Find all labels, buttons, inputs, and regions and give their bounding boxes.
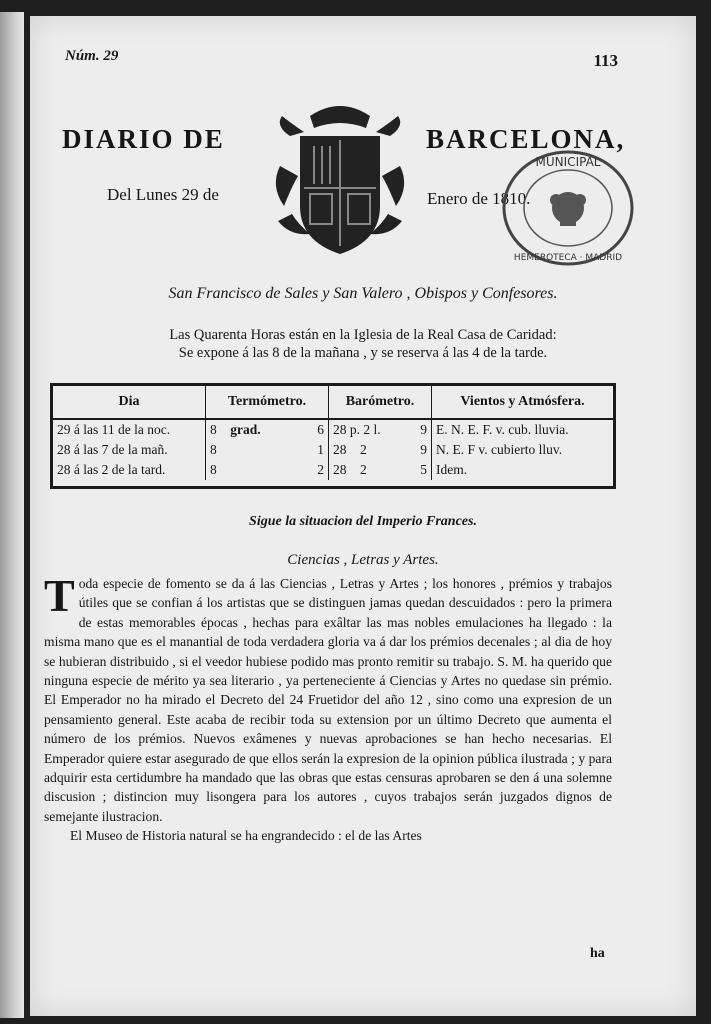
- table-row: [53, 419, 613, 440]
- date-left: Del Lunes 29 de: [107, 185, 219, 204]
- cell-barometro: 28 p. 2 l. 9: [329, 419, 432, 440]
- article-body: [44, 570, 612, 846]
- cell-dia: 28 á las 7 de la mañ.: [53, 440, 206, 460]
- coat-of-arms-icon: [270, 96, 410, 266]
- drop-cap: T: [44, 570, 75, 621]
- table-row: [53, 440, 613, 460]
- cell-barometro: 28 2 5: [329, 460, 432, 480]
- table-row: [53, 460, 613, 480]
- subsection-title: Ciencias , Letras y Artes.: [287, 552, 439, 568]
- cell-vientos: E. N. E. F. v. cub. lluvia.: [436, 422, 569, 437]
- column-header-termometro: Termómetro.: [206, 386, 329, 419]
- cuarenta-line-1: Las Quarenta Horas están en la Iglesia de la Real Casa de Caridad:: [169, 327, 557, 343]
- newspaper-page: [30, 16, 696, 1016]
- saints-of-the-day: San Francisco de Sales y San Valero , Obispos y Confesores.: [168, 285, 558, 302]
- column-header-barometro: Barómetro.: [329, 386, 432, 419]
- section-title: Sigue la situacion del Imperio Frances.: [249, 514, 477, 529]
- cell-vientos: N. E. F v. cubierto lluv.: [436, 442, 563, 457]
- date-right: Enero de 1810.: [427, 189, 531, 208]
- cuarenta-horas-notice: [60, 326, 666, 362]
- paragraph-1-text: oda especie de fomento se da á las Ciencias , Letras y Artes ; los honores , prémios y trabajos útiles que se confian á los artistas que se distinguen jamas quedan descuidados : pero la primera de estas memorables épocas , hechas para exâltar las mas nobles emulaciones ha llegado : la misma mano que es el manantial de toda verdadera gloria va á dar los prémios decenales ; al dia de hoy se hubieran distribuido , si el veedor hubiese podido mas pronto remitir su trabajo. S. M. ha querido que ninguna especie de mérito ya sea literario , ya perteneciente á Ciencias y Artes no quedase sin prémio. El Emperador no ha mirado el Decreto del 24 Fruetidor del año 12 , sino como una expresion de un pensamiento general. Este acaba de recibir toda su extension por un último Decreto que aumenta el número de los prémios. Nuevos exâmenes y nuevas aprobaciones se han hecho necesarias. El Emperador quiere estar asegurado de que ellos serán la expresion de la opinion pública ilustrada ; y para adquirir esta certidumbre ha mandado que las obras que estas censuras aprobaren se den á una solemne discusion ; distincion muy lisongera para los autores , cuyos trabajos serán juzgados dignos de semejante ilustracion.: [44, 576, 612, 824]
- weather-table: [50, 383, 616, 489]
- stamp-text-bottom: HEMEROTECA · MADRID: [513, 253, 623, 263]
- stamp-text-top: MUNICIPAL: [535, 155, 601, 169]
- masthead-right: BARCELONA,: [426, 124, 626, 154]
- cell-barometro: 28 2 9: [329, 440, 432, 460]
- cell-termometro: 8 grad. 6: [206, 419, 329, 440]
- masthead-left: DIARIO DE: [62, 124, 225, 154]
- page-number: 113: [593, 51, 618, 70]
- column-header-dia: Dia: [53, 386, 206, 419]
- issue-number: Núm. 29: [65, 48, 119, 64]
- cell-dia: 29 á las 11 de la noc.: [53, 419, 206, 440]
- catchword: ha: [590, 946, 605, 961]
- cuarenta-line-2: Se expone á las 8 de la mañana , y se reserva á las 4 de la tarde.: [178, 345, 548, 361]
- paragraph-2: El Museo de Historia natural se ha engrandecido : el de las Artes: [70, 828, 422, 844]
- facing-page-edge: [0, 12, 24, 1018]
- column-header-vientos: Vientos y Atmósfera.: [432, 386, 614, 419]
- cell-termometro: 8 1: [206, 440, 329, 460]
- cell-termometro: 8 2: [206, 460, 329, 480]
- cell-dia: 28 á las 2 de la tard.: [53, 460, 206, 480]
- paragraph-1: [44, 570, 612, 826]
- cell-vientos: Idem.: [436, 462, 468, 477]
- library-stamp-icon: [498, 146, 638, 270]
